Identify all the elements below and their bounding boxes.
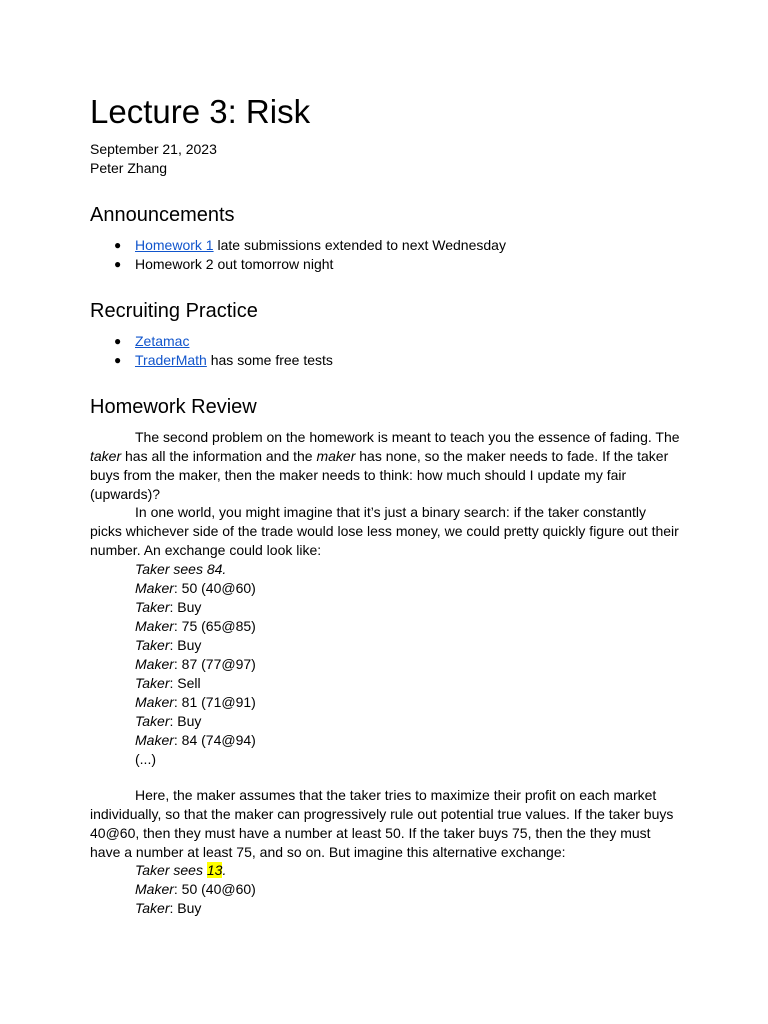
recruiting-list [90,332,333,370]
review-paragraph-2: In one world, you might imagine that it’s just a binary search: if the taker constantly picks whichever side of the trade would lose less money, we could pretty quickly figure out their number. An exchange could look like: [90,504,679,558]
page-title: Lecture 3: Risk [90,93,311,130]
taker-sees-line: Taker sees 13. [135,862,227,878]
highlighted-number: 13 [206,862,223,878]
dialogue-line: Maker: 50 (40@60) [135,881,256,897]
bullet-icon: ● [114,238,122,252]
list-item [90,351,333,370]
ellipsis-line: (...) [135,751,156,767]
list-item-text: late submissions extended to next Wednesday [213,237,506,253]
list-item [90,332,333,351]
zetamac-link[interactable]: Zetamac [135,333,190,349]
list-item-text: has some free tests [206,352,333,368]
homework-1-link[interactable]: Homework 1 [135,237,214,253]
dialogue-line: Taker: Buy [135,713,202,729]
bullet-icon: ● [114,257,122,271]
dialogue-line: Maker: 81 (71@91) [135,694,256,710]
announcements-list [90,236,506,274]
announcements-heading: Announcements [90,204,235,226]
dialogue-line: Taker: Buy [135,637,202,653]
document-author: Peter Zhang [90,160,168,176]
recruiting-heading: Recruiting Practice [90,300,258,322]
tradermath-link[interactable]: TraderMath [135,352,207,368]
dialogue-line: Taker: Sell [135,675,201,691]
dialogue-line: Maker: 87 (77@97) [135,656,256,672]
review-paragraph-1: The second problem on the homework is meant to teach you the essence of fading. The taker has all the information and the maker has none, so the maker needs to fade. If the taker buys from the maker, then the maker needs to think: how much should I update my fair (upwards)? [90,429,680,502]
list-item [90,236,506,255]
list-item-text: Homework 2 out tomorrow night [135,256,334,272]
bullet-icon: ● [114,334,122,348]
exchange-2 [135,861,256,918]
dialogue-line: Maker: 84 (74@94) [135,732,256,748]
dialogue-line: Taker: Buy [135,900,202,916]
bullet-icon: ● [114,353,122,367]
dialogue-line: Maker: 75 (65@85) [135,618,256,634]
taker-sees-line: Taker sees 84. [135,561,227,577]
homework-review-heading: Homework Review [90,396,257,418]
dialogue-line: Taker: Buy [135,599,202,615]
review-paragraph-3: Here, the maker assumes that the taker tries to maximize their profit on each market individually, so that the maker can progressively rule out potential true values. If the taker buys 40@60, then they must have a number at least 50. If the taker buys 75, then the they must have a number at least 75, and so on. But imagine this alternative exchange: [90,787,674,860]
exchange-1 [135,560,256,769]
list-item [90,255,506,274]
document-date: September 21, 2023 [90,141,217,157]
dialogue-line: Maker: 50 (40@60) [135,580,256,596]
